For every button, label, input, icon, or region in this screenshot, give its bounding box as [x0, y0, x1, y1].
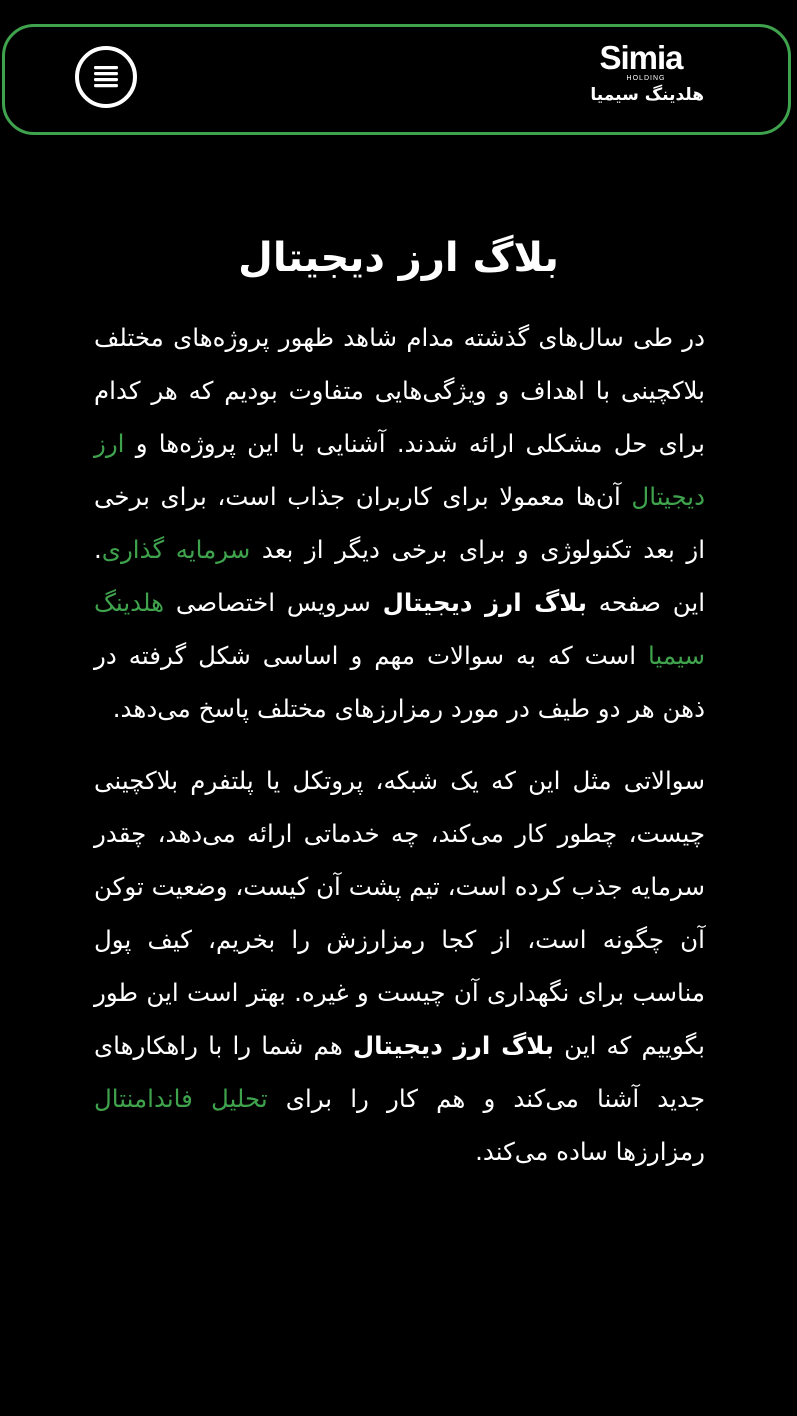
logo-wordmark: Simia [599, 39, 683, 76]
paragraph-text: هم شما را با راهکارهای جدید آشنا می‌کند و هم کار را برای [94, 1031, 705, 1113]
page-title: بلاگ ارز دیجیتال [238, 235, 559, 281]
paragraph-text: است که به سوالات مهم و اساسی شکل گرفته در ذهن هر دو طیف در مورد رمزارزهای مختلف پاسخ می‌دهد. [94, 641, 705, 723]
bold-blog-name: بلاگ ارز دیجیتال [382, 588, 588, 617]
paragraph-text: در طی سال‌های گذشته مدام شاهد ظهور پروژه‌های مختلف بلاکچینی با اهداف و ویژگی‌هایی متفاوت بودیم که هر کدام برای حل مشکلی ارائه شدند. آشنایی با این پروژه‌ها و [94, 323, 705, 458]
bold-blog-name: بلاگ ارز دیجیتال [352, 1031, 554, 1060]
intro-paragraph [94, 311, 705, 735]
site-logo[interactable] [564, 41, 704, 113]
hamburger-menu-icon [92, 64, 120, 90]
link-simia-holding[interactable]: هلدینگ سیمیا [94, 588, 705, 670]
logo-persian-name: هلدینگ سیمیا [590, 85, 704, 105]
link-fundamental-analysis[interactable]: تحلیل فاندامنتال [94, 1084, 268, 1113]
menu-button[interactable] [75, 46, 137, 108]
article-body [94, 311, 705, 1197]
link-investment[interactable]: سرمایه گذاری [101, 535, 251, 564]
paragraph-text: آن‌ها معمولا برای کاربران جذاب است، برای برخی از بعد تکنولوژی و برای برخی دیگر از بعد [94, 482, 706, 564]
paragraph-text: . این صفحه [94, 535, 705, 617]
logo-subtitle: HOLDING [626, 75, 666, 82]
paragraph-text: سوالاتی مثل این که یک شبکه، پروتکل یا پلتفرم بلاکچینی چیست، چطور کار می‌کند، چه خدماتی ارائه می‌دهد، چقدر سرمایه جذب کرده است، تیم پشت آن کیست، وضعیت توکن آن چگونه است، از کجا رمزارزش را بخریم، کیف پول مناسب برای نگهداری آن چیست و غیره. بهتر است این طور بگوییم که این [94, 766, 705, 1060]
paragraph-text: سرویس اختصاصی [175, 588, 371, 617]
site-header [2, 24, 791, 135]
paragraph-text: رمزارزها ساده می‌کند. [475, 1137, 705, 1166]
second-paragraph [94, 754, 705, 1178]
link-crypto[interactable]: ارز دیجیتال [94, 429, 705, 511]
